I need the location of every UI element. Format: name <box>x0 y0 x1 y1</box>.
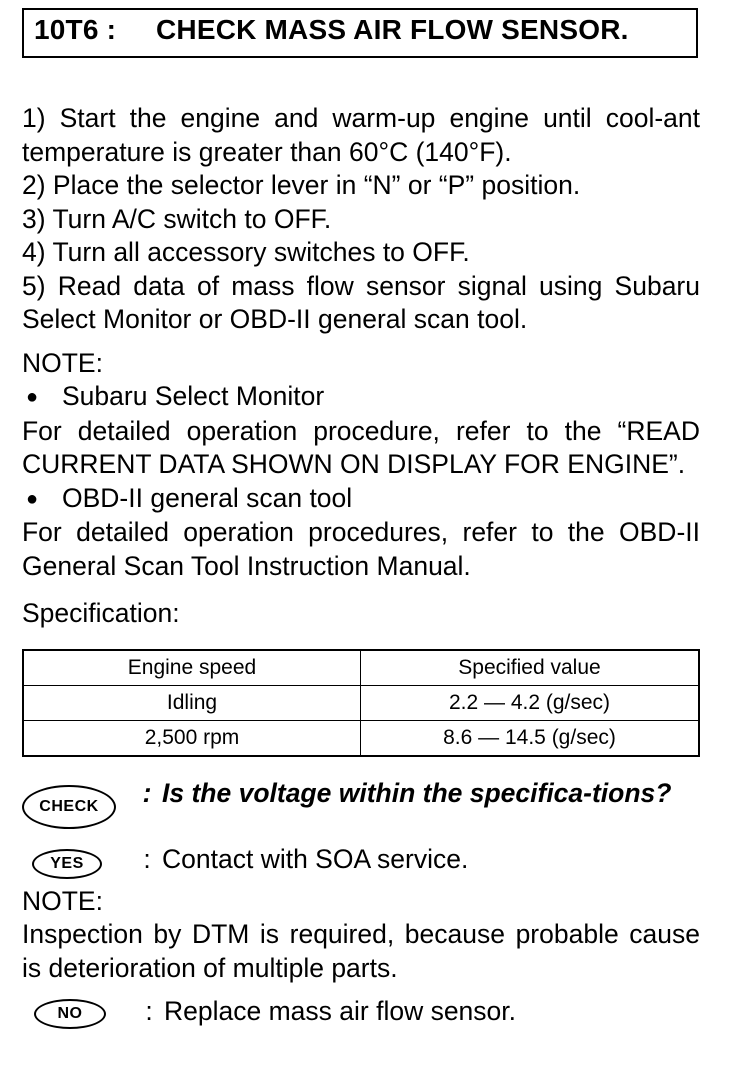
check-question: Is the voltage within the specifica-tions? <box>162 777 672 808</box>
table-row <box>23 685 699 720</box>
procedure-steps <box>22 102 700 337</box>
step-5: 5) Read data of mass flow sensor signal using Subaru Select Monitor or OBD-II general scan tool. <box>22 270 700 334</box>
specification-label: Specification: <box>22 598 180 628</box>
note-label: NOTE: <box>22 885 103 916</box>
cell-engine-speed: 2,500 rpm <box>23 720 361 756</box>
yes-row <box>22 843 700 879</box>
note-label: NOTE: <box>22 347 103 378</box>
yes-badge: YES <box>32 849 102 879</box>
table-header-row <box>23 650 699 686</box>
yes-text: Contact with SOA service. <box>162 843 469 874</box>
note-dtm-text: Inspection by DTM is required, because probable cause is deterioration of multiple parts. <box>22 919 700 983</box>
section-title <box>22 8 698 58</box>
step-3: 3) Turn A/C switch to OFF. <box>22 203 332 234</box>
note-obd-scan-tool-text: For detailed operation procedures, refer to the OBD-II General Scan Tool Instruction Manual. <box>22 517 700 581</box>
specification-table <box>22 649 700 757</box>
step-1: 1) Start the engine and warm-up engine until cool-ant temperature is greater than 60°C (140°F). <box>22 103 700 167</box>
cell-engine-speed: Idling <box>23 685 361 720</box>
check-row <box>22 777 700 829</box>
section-code: 10T6 : <box>34 14 117 45</box>
bullet-obd-scan-tool: ● OBD-II general scan tool <box>22 482 700 517</box>
no-row <box>22 995 700 1029</box>
note-select-monitor-text: For detailed operation procedure, refer to the “READ CURRENT DATA SHOWN ON DISPLAY FOR ENGINE”. <box>22 415 700 479</box>
check-badge: CHECK <box>22 785 116 829</box>
no-colon: : <box>145 996 153 1026</box>
note-monitor-block <box>22 347 700 584</box>
step-2: 2) Place the selector lever in “N” or “P” position. <box>22 170 581 200</box>
cell-specified-value: 8.6 — 14.5 (g/sec) <box>361 720 700 756</box>
yes-colon: : <box>143 843 151 874</box>
bullet-select-monitor: ● Subaru Select Monitor <box>22 380 700 415</box>
no-text: Replace mass air flow sensor. <box>164 996 517 1026</box>
table-row <box>23 720 699 756</box>
header-specified-value: Specified value <box>361 650 700 686</box>
check-colon: : <box>142 777 152 808</box>
header-engine-speed: Engine speed <box>23 650 361 686</box>
no-badge: NO <box>34 999 106 1029</box>
note-dtm-block <box>22 885 700 986</box>
cell-specified-value: 2.2 — 4.2 (g/sec) <box>361 685 700 720</box>
document-page <box>22 8 700 1029</box>
step-4: 4) Turn all accessory switches to OFF. <box>22 237 470 267</box>
section-heading: CHECK MASS AIR FLOW SENSOR. <box>156 14 629 45</box>
